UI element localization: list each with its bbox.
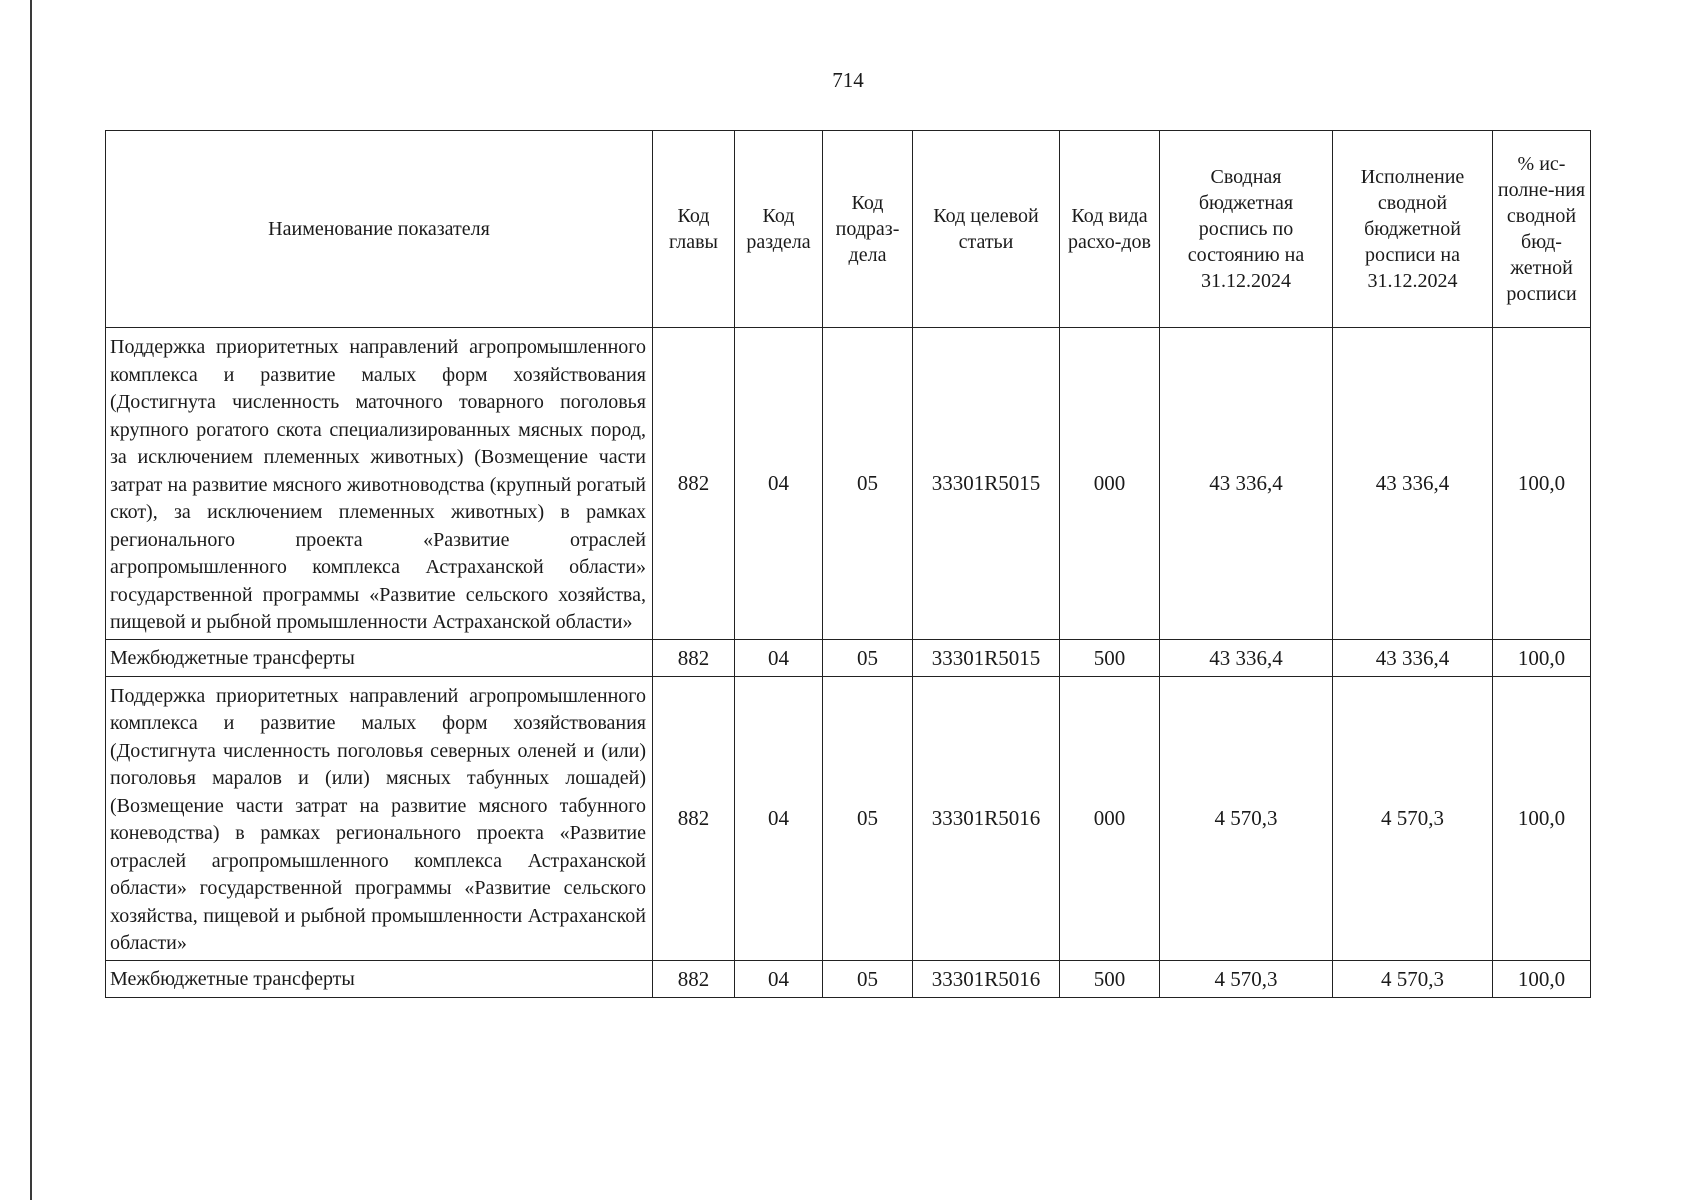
row-budget-execution: 43 336,4 — [1333, 328, 1493, 640]
row-execution-percent: 100,0 — [1493, 960, 1591, 997]
header-name: Наименование показателя — [106, 131, 653, 328]
row-chapter-code: 882 — [653, 328, 735, 640]
row-budget-plan: 43 336,4 — [1160, 639, 1333, 676]
row-chapter-code: 882 — [653, 960, 735, 997]
row-budget-plan: 43 336,4 — [1160, 328, 1333, 640]
row-name: Межбюджетные трансферты — [106, 960, 653, 997]
row-target-code: 33301R5016 — [913, 960, 1060, 997]
row-execution-percent: 100,0 — [1493, 676, 1591, 960]
row-subsection-code: 05 — [823, 639, 913, 676]
header-expense-type-code: Код вида расхо-дов — [1060, 131, 1160, 328]
row-target-code: 33301R5015 — [913, 328, 1060, 640]
row-subsection-code: 05 — [823, 328, 913, 640]
table-row — [106, 960, 1591, 997]
row-name: Поддержка приоритетных направлений агропромышленного комплекса и развитие малых форм хозяйствования (Достигнута численность маточного товарного поголовья крупного рогатого скота специализированных мясных пород, за исключением племенных животных) (Возмещение части затрат на развитие мясного животноводства (крупный рогатый скот), за исключением племенных животных) в рамках регионального проекта «Развитие отраслей агропромышленного комплекса Астраханской области» государственной программы «Развитие сельского хозяйства, пищевой и рыбной промышленности Астраханской области» — [106, 328, 653, 640]
header-section-code: Код раздела — [735, 131, 823, 328]
row-subsection-code: 05 — [823, 960, 913, 997]
table-row — [106, 639, 1591, 676]
row-budget-execution: 4 570,3 — [1333, 960, 1493, 997]
row-target-code: 33301R5015 — [913, 639, 1060, 676]
row-section-code: 04 — [735, 676, 823, 960]
row-expense-type-code: 500 — [1060, 960, 1160, 997]
row-subsection-code: 05 — [823, 676, 913, 960]
header-execution-percent: % ис-полне-ния сводной бюд-жетной росписи — [1493, 131, 1591, 328]
row-execution-percent: 100,0 — [1493, 639, 1591, 676]
header-target-code: Код целевой статьи — [913, 131, 1060, 328]
row-expense-type-code: 500 — [1060, 639, 1160, 676]
row-budget-plan: 4 570,3 — [1160, 676, 1333, 960]
row-section-code: 04 — [735, 960, 823, 997]
row-section-code: 04 — [735, 328, 823, 640]
row-section-code: 04 — [735, 639, 823, 676]
header-budget-execution: Исполнение сводной бюджетной росписи на 31.12.2024 — [1333, 131, 1493, 328]
row-chapter-code: 882 — [653, 676, 735, 960]
row-budget-plan: 4 570,3 — [1160, 960, 1333, 997]
row-chapter-code: 882 — [653, 639, 735, 676]
row-execution-percent: 100,0 — [1493, 328, 1591, 640]
table-row — [106, 676, 1591, 960]
row-budget-execution: 4 570,3 — [1333, 676, 1493, 960]
scan-edge-line — [30, 0, 32, 1200]
header-chapter-code: Код главы — [653, 131, 735, 328]
row-target-code: 33301R5016 — [913, 676, 1060, 960]
table-header-row — [106, 131, 1591, 328]
row-budget-execution: 43 336,4 — [1333, 639, 1493, 676]
row-expense-type-code: 000 — [1060, 328, 1160, 640]
table-row — [106, 328, 1591, 640]
row-expense-type-code: 000 — [1060, 676, 1160, 960]
budget-execution-table — [105, 130, 1591, 998]
row-name: Межбюджетные трансферты — [106, 639, 653, 676]
page-number: 714 — [832, 68, 864, 92]
header-subsection-code: Код подраз-дела — [823, 131, 913, 328]
row-name: Поддержка приоритетных направлений агропромышленного комплекса и развитие малых форм хозяйствования (Достигнута численность поголовья северных оленей и (или) поголовья маралов и (или) мясных табунных лошадей) (Возмещение части затрат на развитие мясного табунного коневодства) в рамках регионального проекта «Развитие отраслей агропромышленного комплекса Астраханской области» государственной программы «Развитие сельского хозяйства, пищевой и рыбной промышленности Астраханской области» — [106, 676, 653, 960]
header-budget-plan: Сводная бюджетная роспись по состоянию на 31.12.2024 — [1160, 131, 1333, 328]
